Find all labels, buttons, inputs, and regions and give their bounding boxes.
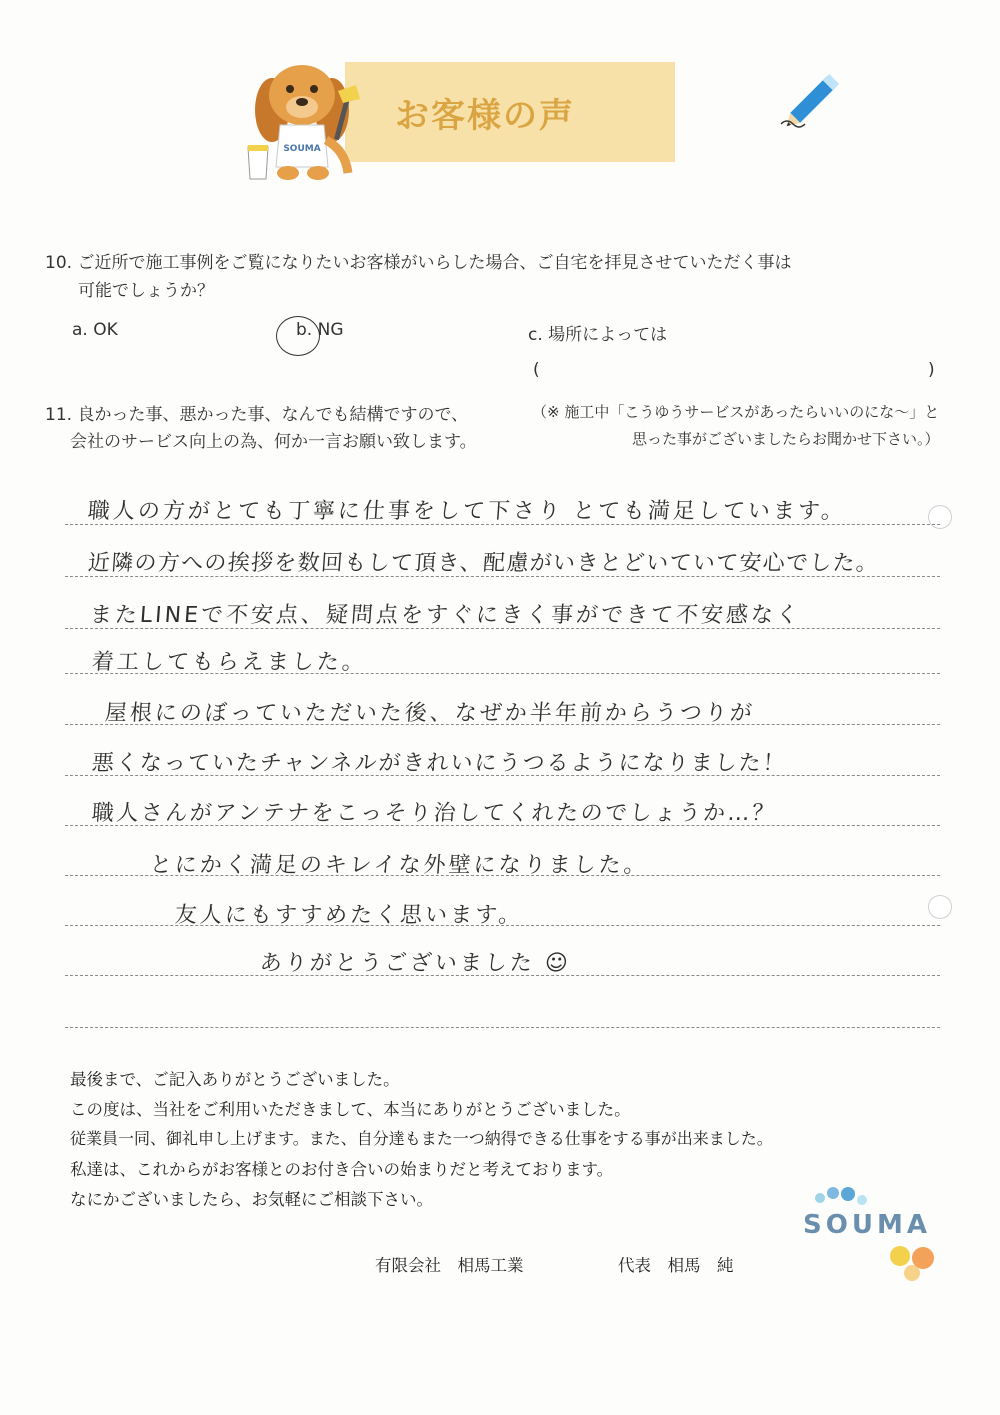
question-10-text: 10. ご近所で施工事例をご覧になりたいお客様がいらした場合、ご自宅を拝見させていただく事は: [45, 253, 792, 273]
pencil-icon: [775, 68, 850, 133]
handwritten-answer-line: 悪くなっていたチャンネルがきれいにうつるようになりました！: [90, 751, 788, 776]
closing-message-line: なにかございましたら、お気軽にご相談下さい。: [70, 1190, 433, 1209]
handwritten-answer-line: 友人にもすすめたく思います。: [173, 903, 525, 928]
closing-message-line: この度は、当社をご利用いただきまして、本当にありがとうございました。: [70, 1100, 631, 1119]
question-11-note: （※ 施工中「こうゆうサービスがあったらいいのにな～」と: [532, 403, 940, 421]
question-11-text-cont: 会社のサービス向上の為、何か一言お願い致します。: [70, 432, 477, 452]
handwritten-answer-line: 屋根にのぼっていただいた後、なぜか半年前からうつりが: [103, 701, 756, 726]
company-name: 有限会社 相馬工業: [375, 1256, 524, 1275]
handwritten-answer-line: 近隣の方への挨拶を数回もして頂き、配慮がいきとどいていて安心でした。: [86, 551, 881, 576]
handwritten-answer-line: またLINEで不安点、疑問点をすぐにきく事ができて不安感なく: [88, 603, 802, 628]
handwritten-answer-line: とにかく満足のキレイな外壁になりました。: [148, 853, 650, 878]
representative-name: 代表 相馬 純: [618, 1256, 734, 1275]
option-c-depends: c. 場所によっては: [528, 325, 668, 345]
option-a-ok: a. OK: [72, 320, 118, 340]
answer-line: [65, 1027, 940, 1028]
page-title: お客様の声: [395, 96, 575, 136]
question-11-note-cont: 思った事がございましたらお聞かせ下さい。）: [632, 430, 940, 448]
question-11-text: 11. 良かった事、悪かった事、なんでも結構ですので、: [45, 405, 469, 425]
option-c-paren-open: (: [533, 360, 540, 380]
punch-hole-bottom: [928, 895, 952, 919]
closing-message-line: 私達は、これからがお客様とのお付き合いの始まりだと考えております。: [70, 1160, 614, 1179]
option-b-ng: b. NG: [296, 320, 344, 340]
handwritten-answer-line: 職人の方がとても丁寧に仕事をして下さり とても満足しています。: [86, 499, 847, 524]
punch-hole-top: [928, 505, 952, 529]
closing-message-line: 従業員一同、御礼申し上げます。また、自分達もまた一つ納得できる仕事をする事が出来ました。: [70, 1129, 773, 1148]
souma-logo-text: SOUMA: [803, 1210, 931, 1240]
handwritten-answer-line: 職人さんがアンテナをこっそり治してくれたのでしょうか…？: [90, 801, 778, 826]
closing-message-line: 最後まで、ご記入ありがとうございました。: [70, 1070, 400, 1089]
option-c-paren-close: ): [928, 360, 935, 380]
question-10-text-cont: 可能でしょうか？: [78, 281, 214, 301]
handwritten-answer-line: ありがとうございました ☺: [258, 951, 572, 976]
mascot-dog-illustration: [240, 55, 370, 185]
mascot-shirt-label: SOUMA: [283, 144, 321, 154]
handwritten-answer-line: 着工してもらえました。: [90, 650, 368, 675]
